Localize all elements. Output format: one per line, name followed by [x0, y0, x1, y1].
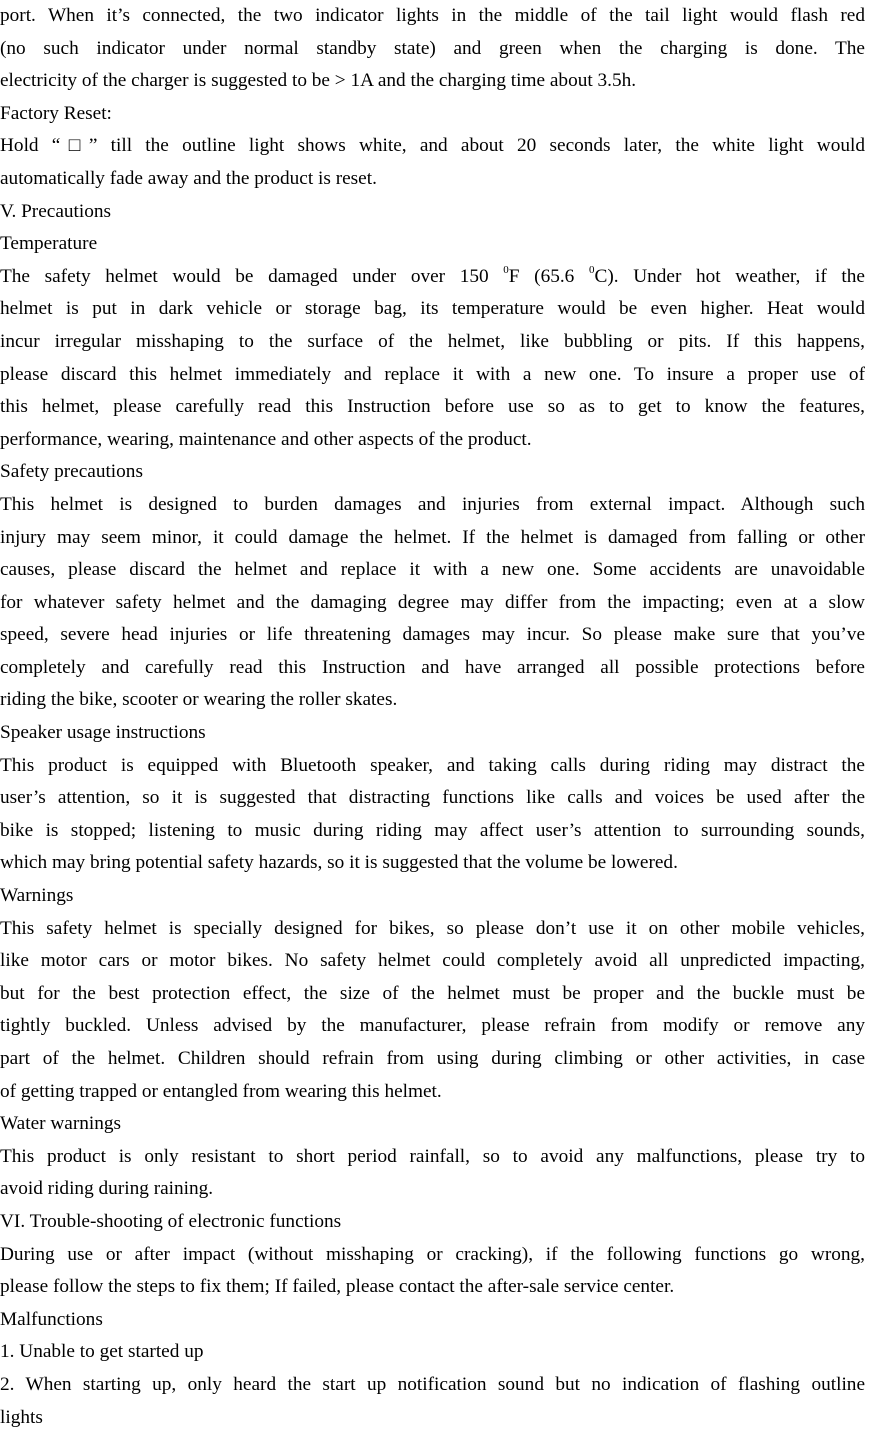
- text-line: This safety helmet is specially designed for bikes, so please don’t use it on other mobile vehicles,: [0, 917, 865, 939]
- water-paragraph: [0, 1141, 865, 1206]
- temperature-text-part3: C). Under hot weather, if the: [594, 265, 865, 287]
- text-line: which may bring potential safety hazards, so it is suggested that the volume be lowered.: [0, 852, 678, 874]
- section-v-heading: V. Precautions: [0, 200, 112, 222]
- list-item: 2. When starting up, only heard the start up notification sound but no indication of flashing outline: [0, 1373, 865, 1395]
- malfunctions-heading: Malfunctions: [0, 1308, 103, 1330]
- text-line: This product is equipped with Bluetooth speaker, and taking calls during riding may distract the: [0, 754, 865, 776]
- temperature-text-part2: F (65.6: [508, 265, 575, 287]
- temperature-paragraph: [0, 261, 865, 457]
- text-line: part of the helmet. Children should refrain from using during climbing or other activities, in case: [0, 1048, 865, 1069]
- warnings-paragraph: [0, 913, 865, 1109]
- text-line: incur irregular misshaping to the surface of the helmet, like bubbling or pits. If this happens,: [0, 330, 865, 352]
- text-line: causes, please discard the helmet and replace it with a new one. Some accidents are unavoidable: [0, 559, 865, 581]
- malfunctions-list: [0, 1336, 865, 1434]
- text-line: helmet is put in dark vehicle or storage bag, its temperature would be even higher. Heat would: [0, 298, 865, 320]
- text-line: injury may seem minor, it could damage the helmet. If the helmet is damaged from falling or other: [0, 526, 865, 548]
- text-line: user’s attention, so it is suggested that distracting functions like calls and voices be used after the: [0, 787, 865, 809]
- text-line: bike is stopped; listening to music during riding may affect user’s attention to surrounding sounds,: [0, 819, 865, 841]
- list-item-continuation: lights: [0, 1406, 43, 1428]
- temperature-heading: Temperature: [0, 233, 98, 255]
- text-line: for whatever safety helmet and the damaging degree may differ from the impacting; even at a slow: [0, 591, 865, 613]
- troubleshooting-paragraph: [0, 1239, 865, 1304]
- text-line: this helmet, please carefully read this Instruction before use so as to get to know the features,: [0, 396, 865, 418]
- text-line: During use or after impact (without misshaping or cracking), if the following functions go wrong,: [0, 1243, 865, 1265]
- degree-superscript: 0: [588, 263, 595, 276]
- degree-superscript: 0: [503, 263, 509, 276]
- text-line: please follow the steps to fix them; If failed, please contact the after-sale service center.: [0, 1276, 675, 1298]
- factory-reset-heading: Factory Reset:: [0, 102, 112, 124]
- safety-paragraph: [0, 489, 865, 717]
- text-line: speed, severe head injuries or life threatening damages may incur. So please make sure that you’ve: [0, 624, 865, 646]
- text-line: electricity of the charger is suggested to be > 1A and the charging time about 3.5h.: [0, 70, 637, 92]
- section-vi-heading: VI. Trouble-shooting of electronic functions: [0, 1210, 342, 1232]
- temperature-text-part1: The safety helmet would be damaged under over 150: [0, 265, 489, 287]
- text-line: performance, wearing, maintenance and other aspects of the product.: [0, 428, 532, 450]
- speaker-paragraph: [0, 750, 865, 880]
- factory-reset-paragraph: [0, 130, 865, 195]
- text-line: [0, 261, 865, 294]
- text-line: (no such indicator under normal standby state) and green when the charging is done. The: [0, 37, 865, 59]
- text-line: but for the best protection effect, the size of the helmet must be proper and the buckle must be: [0, 982, 865, 1004]
- text-line: This product is only resistant to short period rainfall, so to avoid any malfunctions, please try to: [0, 1145, 865, 1167]
- list-item: 1. Unable to get started up: [0, 1341, 204, 1363]
- safety-heading: Safety precautions: [0, 461, 143, 483]
- water-heading: Water warnings: [0, 1113, 122, 1135]
- text-line: tightly buckled. Unless advised by the manufacturer, please refrain from modify or remove any: [0, 1015, 865, 1037]
- text-line: automatically fade away and the product is reset.: [0, 167, 377, 189]
- text-line: This helmet is designed to burden damages and injuries from external impact. Although such: [0, 493, 865, 515]
- text-line: Hold “□” till the outline light shows white, and about 20 seconds later, the white light would: [0, 135, 865, 157]
- text-line: like motor cars or motor bikes. No safety helmet could completely avoid all unpredicted impacting,: [0, 950, 865, 972]
- warnings-heading: Warnings: [0, 885, 74, 907]
- text-line: avoid riding during raining.: [0, 1178, 214, 1200]
- speaker-heading: Speaker usage instructions: [0, 722, 206, 744]
- text-line: of getting trapped or entangled from wearing this helmet.: [0, 1080, 442, 1102]
- charging-paragraph: [0, 0, 865, 98]
- text-line: riding the bike, scooter or wearing the roller skates.: [0, 689, 398, 711]
- text-line: please discard this helmet immediately and replace it with a new one. To insure a proper use of: [0, 363, 865, 385]
- text-line: port. When it’s connected, the two indicator lights in the middle of the tail light would flash red: [0, 5, 865, 26]
- text-line: completely and carefully read this Instruction and have arranged all possible protections before: [0, 656, 865, 678]
